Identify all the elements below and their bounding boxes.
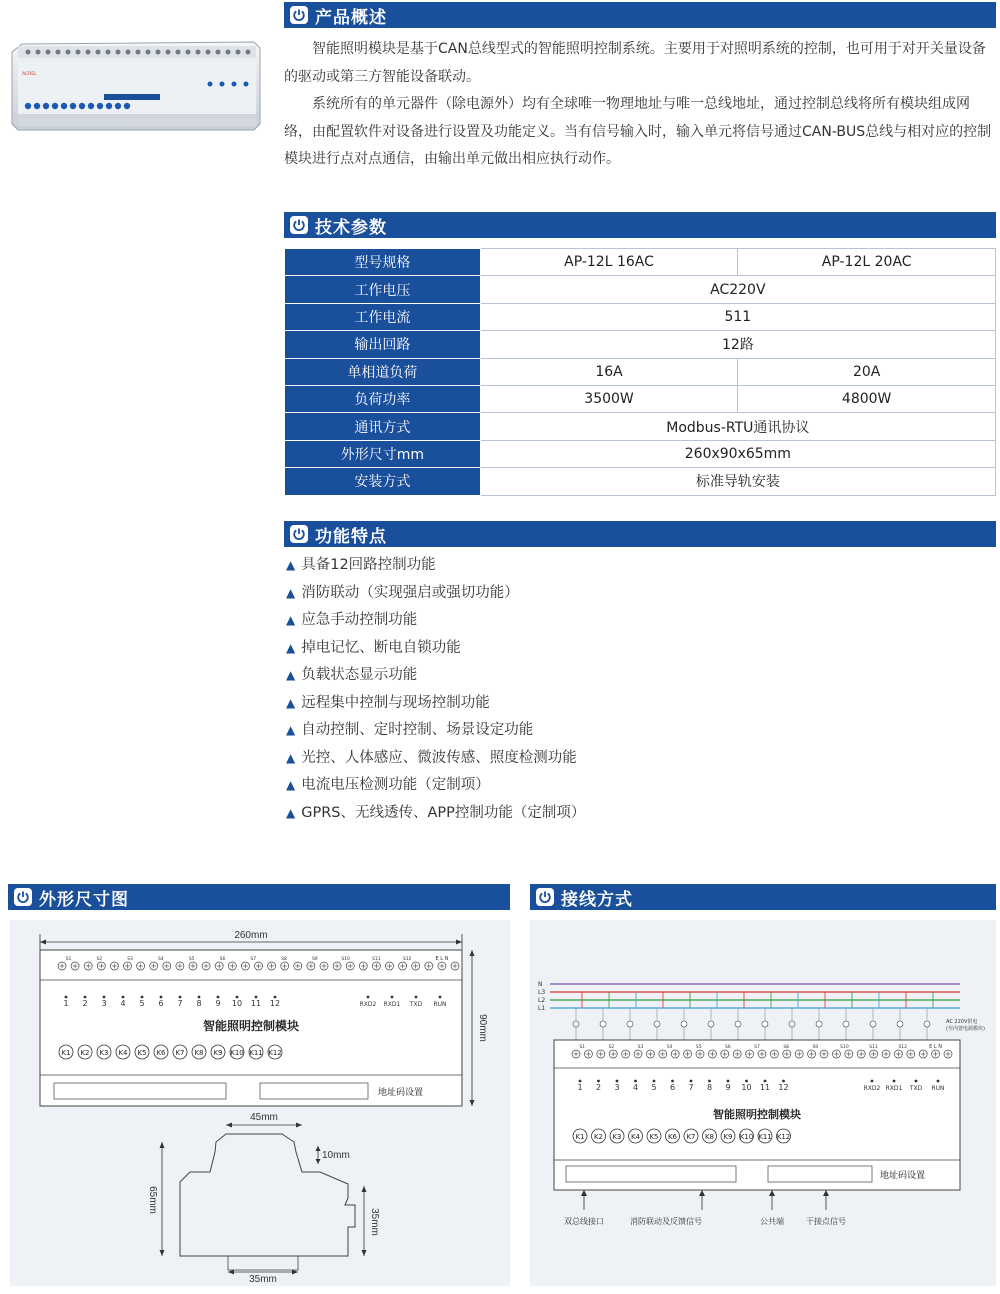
status-led bbox=[937, 1080, 940, 1083]
spec-value: 16A bbox=[480, 358, 738, 385]
rail-depth-label: 10mm bbox=[322, 1150, 350, 1161]
channel-led bbox=[255, 996, 258, 999]
key-label: K5 bbox=[649, 1133, 659, 1141]
phase-label: L1 bbox=[538, 1005, 546, 1012]
terminal-label: S10 bbox=[840, 1045, 849, 1050]
terminal-label: S9 bbox=[311, 957, 318, 962]
key-label: K11 bbox=[758, 1133, 772, 1141]
channel-led bbox=[217, 996, 220, 999]
key-label: K4 bbox=[118, 1049, 128, 1057]
feature-item bbox=[286, 662, 585, 690]
channel-number: 5 bbox=[651, 1083, 657, 1092]
triangle-bullet-icon: ▲ bbox=[286, 558, 296, 572]
eln-label: E L N bbox=[435, 956, 449, 962]
channel-number: 7 bbox=[688, 1083, 694, 1092]
spec-value: 511 bbox=[480, 303, 995, 330]
terminal-label: S12 bbox=[402, 957, 412, 962]
channel-number: 10 bbox=[741, 1083, 752, 1092]
channel-led bbox=[179, 996, 182, 999]
feature-text: 光控、人体感应、微波传感、照度检测功能 bbox=[301, 749, 577, 766]
terminal-label: S8 bbox=[281, 957, 287, 962]
section-title: 功能特点 bbox=[315, 526, 387, 547]
fuse-symbol bbox=[843, 1021, 849, 1027]
feature-item bbox=[286, 552, 585, 580]
status-led bbox=[439, 996, 442, 999]
channel-led bbox=[727, 1080, 730, 1083]
height-dimension-label: 90mm bbox=[477, 1014, 488, 1042]
fuse-symbol bbox=[573, 1021, 579, 1027]
key-label: K1 bbox=[61, 1049, 71, 1057]
feature-text: 远程集中控制与现场控制功能 bbox=[301, 694, 490, 711]
triangle-bullet-icon: ▲ bbox=[286, 723, 296, 737]
phase-label: N bbox=[538, 981, 543, 988]
fuse-symbol bbox=[870, 1021, 876, 1027]
terminal-label: S7 bbox=[754, 1045, 760, 1050]
terminal-label: S2 bbox=[608, 1045, 615, 1050]
spec-value: 260x90x65mm bbox=[480, 440, 995, 467]
connection-label: 消防联动及反馈信号 bbox=[630, 1217, 702, 1226]
section-header-specs bbox=[284, 212, 996, 238]
key-label: K2 bbox=[80, 1049, 90, 1057]
fuse-symbol bbox=[600, 1021, 606, 1027]
channel-led bbox=[579, 1080, 582, 1083]
phase-label: L2 bbox=[538, 997, 546, 1004]
channel-number: 6 bbox=[158, 999, 164, 1008]
channel-led bbox=[141, 996, 144, 999]
triangle-bullet-icon: ▲ bbox=[286, 585, 296, 600]
status-led bbox=[415, 996, 418, 999]
status-led bbox=[915, 1080, 918, 1083]
terminal-label: S5 bbox=[188, 957, 195, 962]
channel-number: 5 bbox=[139, 999, 145, 1008]
connection-label: 双总线接口 bbox=[564, 1217, 604, 1226]
status-label: RXD2 bbox=[359, 1001, 377, 1008]
channel-number: 12 bbox=[778, 1083, 789, 1092]
spec-label: 安装方式 bbox=[285, 468, 481, 495]
arrow-head bbox=[581, 1190, 587, 1196]
feature-item bbox=[286, 635, 585, 663]
power-note: AC 220V供电 bbox=[946, 1019, 978, 1025]
section-title: 产品概述 bbox=[315, 7, 387, 28]
feature-item bbox=[286, 800, 585, 828]
phase-lines bbox=[538, 981, 960, 1048]
feature-text: 应急手动控制功能 bbox=[301, 612, 418, 628]
status-led bbox=[367, 996, 370, 999]
terminal-label: S11 bbox=[869, 1045, 878, 1050]
key-label: K6 bbox=[156, 1049, 166, 1057]
overview-text bbox=[284, 36, 996, 174]
arrow-head bbox=[769, 1190, 775, 1196]
spec-label: 工作电流 bbox=[285, 303, 481, 330]
connection-label: 干接点信号 bbox=[806, 1217, 846, 1226]
spec-value: Modbus-RTU通讯协议 bbox=[480, 413, 995, 440]
module-name: 智能照明控制模块 bbox=[713, 1108, 801, 1121]
status-led bbox=[871, 1080, 874, 1083]
fuse-symbol bbox=[789, 1021, 795, 1027]
status-label: RXD1 bbox=[383, 1001, 401, 1008]
key-label: K10 bbox=[230, 1049, 244, 1057]
channel-number: 10 bbox=[231, 999, 243, 1008]
status-led bbox=[391, 996, 394, 999]
key-label: K6 bbox=[667, 1133, 678, 1141]
section-header-wiring bbox=[530, 884, 996, 910]
power-icon bbox=[290, 525, 308, 543]
bottom-width-label: 35mm bbox=[249, 1274, 277, 1285]
terminal-label: S1 bbox=[579, 1045, 586, 1050]
feature-item bbox=[286, 690, 585, 718]
product-photo bbox=[8, 38, 262, 134]
status-led bbox=[893, 1080, 896, 1083]
channel-number: 1 bbox=[577, 1083, 583, 1092]
channel-led bbox=[65, 996, 68, 999]
channel-led bbox=[690, 1080, 693, 1083]
eln-label: E L N bbox=[929, 1044, 943, 1050]
channel-number: 2 bbox=[595, 1083, 602, 1092]
feature-item bbox=[286, 717, 585, 745]
svg-text:ACREL: ACREL bbox=[22, 72, 37, 77]
feature-item bbox=[286, 607, 585, 635]
spec-value: AP-12L 16AC bbox=[480, 249, 738, 276]
feature-text: 具备12回路控制功能 bbox=[301, 557, 436, 573]
key-label: K5 bbox=[137, 1049, 147, 1057]
terminal-label: S12 bbox=[898, 1045, 908, 1050]
power-icon bbox=[290, 216, 308, 234]
terminal-label: S7 bbox=[250, 957, 257, 962]
triangle-bullet-icon: ▲ bbox=[286, 695, 296, 710]
section-title: 技术参数 bbox=[315, 217, 387, 238]
channel-led bbox=[764, 1080, 767, 1083]
channel-led bbox=[653, 1080, 656, 1083]
terminal-label: S4 bbox=[666, 1045, 673, 1050]
section-header-dimensions bbox=[8, 884, 510, 910]
power-icon bbox=[536, 888, 554, 906]
fuse-symbol bbox=[897, 1021, 903, 1027]
terminal-label: S3 bbox=[127, 957, 133, 962]
channel-led bbox=[103, 996, 106, 999]
terminal-label: S8 bbox=[783, 1045, 790, 1050]
section-header-overview bbox=[284, 2, 996, 28]
overview-paragraph: 智能照明模块是基于CAN总线型式的智能照明控制系统。主要用于对照明系统的控制，也可用于对开关量设备的驱动或第三方智能设备联动。 bbox=[284, 41, 986, 85]
phase-label: L3 bbox=[538, 989, 546, 996]
spec-row bbox=[285, 303, 996, 330]
spec-row bbox=[285, 468, 996, 495]
channel-led bbox=[274, 996, 277, 999]
channel-led bbox=[708, 1080, 711, 1083]
channel-number: 11 bbox=[759, 1083, 771, 1092]
feature-list bbox=[286, 552, 585, 827]
key-label: K7 bbox=[686, 1133, 696, 1141]
channel-number: 3 bbox=[614, 1083, 620, 1092]
connection-label: 公共端 bbox=[760, 1217, 784, 1226]
fuse-symbol bbox=[735, 1021, 741, 1027]
power-icon bbox=[290, 6, 308, 24]
spec-value: AP-12L 20AC bbox=[738, 249, 996, 276]
feature-text: 自动控制、定时控制、场景设定功能 bbox=[301, 722, 534, 738]
terminal-label: S11 bbox=[372, 957, 381, 962]
channel-led bbox=[236, 996, 239, 999]
feature-item bbox=[286, 745, 585, 773]
feature-text: 掉电记忆、断电自锁功能 bbox=[301, 639, 461, 656]
terminal-label: S10 bbox=[341, 957, 350, 962]
section-title: 外形尺寸图 bbox=[39, 889, 129, 910]
terminal-label: S6 bbox=[725, 1045, 731, 1050]
fuse-symbol bbox=[762, 1021, 768, 1027]
key-label: K12 bbox=[268, 1049, 282, 1057]
address-code-label: 地址码设置 bbox=[880, 1171, 926, 1181]
spec-table bbox=[284, 248, 996, 496]
depth-label: 65mm bbox=[147, 1186, 158, 1214]
status-label: TXD bbox=[409, 1001, 423, 1008]
spec-value: 3500W bbox=[480, 385, 738, 412]
feature-text: GPRS、无线透传、APP控制功能（定制项） bbox=[301, 804, 586, 821]
key-label: K8 bbox=[704, 1133, 715, 1141]
arrow-head bbox=[823, 1190, 829, 1196]
fuse-symbol bbox=[924, 1021, 930, 1027]
status-label: RUN bbox=[433, 1001, 447, 1008]
channel-number: 4 bbox=[120, 999, 126, 1008]
feature-item bbox=[286, 580, 585, 608]
key-label: K3 bbox=[99, 1049, 109, 1057]
feature-text: 电流电压检测功能（定制项） bbox=[301, 777, 490, 793]
channel-led bbox=[160, 996, 163, 999]
status-label: RXD2 bbox=[863, 1085, 881, 1092]
spec-value: 标准导轨安装 bbox=[480, 468, 995, 495]
terminal-label: S5 bbox=[695, 1045, 702, 1050]
channel-led bbox=[122, 996, 125, 999]
spec-value: 12路 bbox=[480, 331, 995, 358]
channel-number: 9 bbox=[725, 1083, 731, 1092]
channel-number: 12 bbox=[269, 999, 281, 1008]
channel-number: 7 bbox=[177, 999, 183, 1008]
feature-text: 消防联动（实现强启或强切功能） bbox=[301, 584, 519, 601]
fuse-symbol bbox=[816, 1021, 822, 1027]
key-label: K1 bbox=[575, 1133, 585, 1141]
fuse-symbol bbox=[681, 1021, 687, 1027]
fuse-symbol bbox=[654, 1021, 660, 1027]
feature-item bbox=[286, 772, 585, 800]
key-label: K2 bbox=[593, 1133, 604, 1141]
power-note: (至内置电源模块) bbox=[946, 1026, 985, 1032]
terminal-label: S1 bbox=[65, 957, 72, 962]
section-header-features bbox=[284, 521, 996, 547]
terminal-label: S9 bbox=[812, 1045, 819, 1050]
channel-number: 6 bbox=[669, 1083, 676, 1092]
triangle-bullet-icon: ▲ bbox=[286, 778, 296, 792]
width-dimension-label: 260mm bbox=[234, 930, 268, 941]
status-label: RUN bbox=[931, 1085, 945, 1092]
spec-label: 外形尺寸mm bbox=[285, 440, 481, 467]
spec-row bbox=[285, 249, 996, 276]
channel-number: 3 bbox=[101, 999, 107, 1008]
channel-number: 4 bbox=[632, 1083, 639, 1092]
triangle-bullet-icon: ▲ bbox=[286, 640, 296, 655]
wiring-drawing bbox=[530, 920, 996, 1286]
connection-arrows bbox=[564, 1190, 846, 1226]
channel-led bbox=[198, 996, 201, 999]
channel-led bbox=[671, 1080, 674, 1083]
triangle-bullet-icon: ▲ bbox=[286, 805, 296, 820]
status-label: TXD bbox=[909, 1085, 923, 1092]
key-label: K9 bbox=[213, 1049, 223, 1057]
triangle-bullet-icon: ▲ bbox=[286, 613, 296, 627]
triangle-bullet-icon: ▲ bbox=[286, 750, 296, 765]
key-label: K9 bbox=[723, 1133, 733, 1141]
spec-row bbox=[285, 413, 996, 440]
power-icon bbox=[14, 888, 32, 906]
key-label: K7 bbox=[175, 1049, 185, 1057]
key-label: K3 bbox=[612, 1133, 622, 1141]
channel-led bbox=[634, 1080, 637, 1083]
spec-label: 工作电压 bbox=[285, 276, 481, 303]
channel-led bbox=[782, 1080, 785, 1083]
status-label: RXD1 bbox=[885, 1085, 903, 1092]
channel-led bbox=[84, 996, 87, 999]
channel-number: 8 bbox=[706, 1083, 713, 1092]
spec-value: AC220V bbox=[480, 276, 995, 303]
spec-row bbox=[285, 440, 996, 467]
channel-number: 2 bbox=[82, 999, 88, 1008]
terminal-label: S4 bbox=[158, 957, 164, 962]
spec-label: 通讯方式 bbox=[285, 413, 481, 440]
rail-width-label: 45mm bbox=[250, 1112, 278, 1123]
side-height-label: 35mm bbox=[369, 1208, 380, 1236]
channel-number: 1 bbox=[63, 999, 69, 1008]
key-label: K4 bbox=[630, 1133, 641, 1141]
feature-text: 负载状态显示功能 bbox=[301, 667, 418, 683]
spec-value: 20A bbox=[738, 358, 996, 385]
key-label: K8 bbox=[194, 1049, 204, 1057]
spec-label: 型号规格 bbox=[285, 249, 481, 276]
fuse-symbol bbox=[627, 1021, 633, 1027]
channel-led bbox=[616, 1080, 619, 1083]
spec-label: 负荷功率 bbox=[285, 385, 481, 412]
key-label: K10 bbox=[739, 1133, 754, 1141]
spec-row bbox=[285, 331, 996, 358]
spec-row bbox=[285, 385, 996, 412]
channel-number: 9 bbox=[215, 999, 221, 1008]
key-label: K11 bbox=[249, 1049, 263, 1057]
triangle-bullet-icon: ▲ bbox=[286, 668, 296, 682]
fuse-symbol bbox=[708, 1021, 714, 1027]
channel-led bbox=[745, 1080, 748, 1083]
spec-label: 输出回路 bbox=[285, 331, 481, 358]
terminal-label: S2 bbox=[96, 957, 103, 962]
spec-value: 4800W bbox=[738, 385, 996, 412]
spec-label: 单相道负荷 bbox=[285, 358, 481, 385]
overview-paragraph: 系统所有的单元器件（除电源外）均有全球唯一物理地址与唯一总线地址，通过控制总线将所有模块组成网络，由配置软件对设备进行设置及功能定义。当有信号输入时，输入单元将信号通过CAN-BUS总线与相对应的控制模块进行点对点通信，由输出单元做出相应执行动作。 bbox=[284, 96, 992, 167]
terminal-label: S6 bbox=[219, 957, 226, 962]
spec-row bbox=[285, 358, 996, 385]
spec-row bbox=[285, 276, 996, 303]
address-code-label: 地址码设置 bbox=[378, 1088, 424, 1098]
key-label: K12 bbox=[776, 1133, 791, 1141]
module-name: 智能照明控制模块 bbox=[202, 1019, 300, 1033]
terminal-label: S3 bbox=[637, 1045, 644, 1050]
channel-number: 8 bbox=[196, 999, 202, 1008]
channel-led bbox=[597, 1080, 600, 1083]
arrow-head bbox=[699, 1190, 705, 1196]
channel-number: 11 bbox=[250, 999, 262, 1008]
section-title: 接线方式 bbox=[561, 889, 633, 910]
dimension-drawing bbox=[10, 920, 510, 1286]
